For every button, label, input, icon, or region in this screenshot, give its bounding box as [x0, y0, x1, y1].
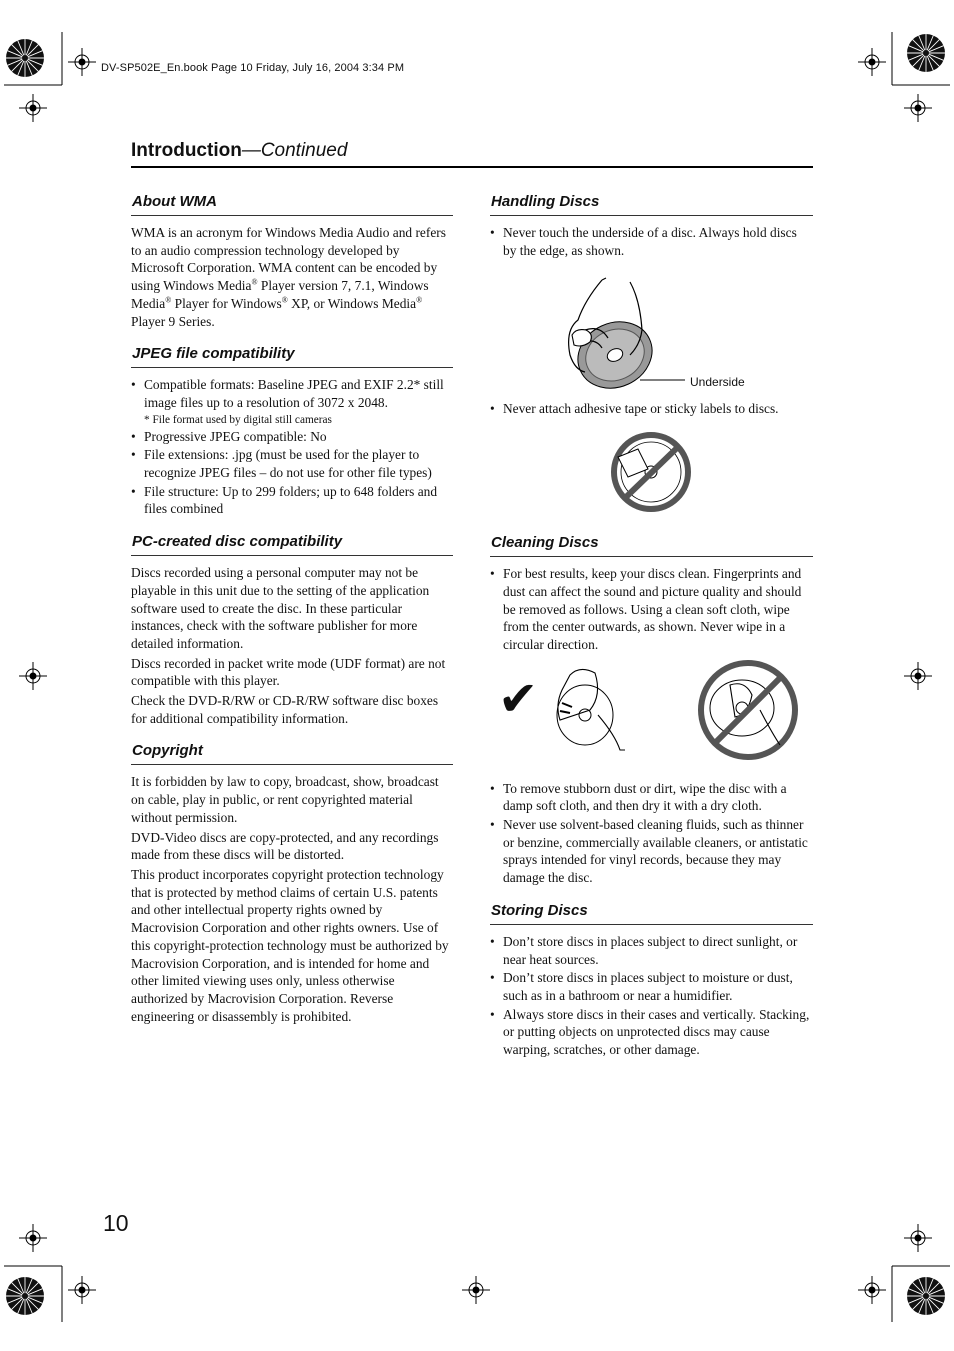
wma-text-1: WMA is an acronym for Windows Media Audio and refers to an audio compression technology developed by Microsoft Corporation. WMA content can be encoded by using Windows Media [131, 225, 446, 294]
pc-paragraph-2: Discs recorded in packet write mode (UDF format) are not compatible with this player. [131, 655, 446, 689]
no-tape-figure [490, 419, 813, 519]
hand-holding-disc-figure [490, 260, 813, 400]
copyright-paragraph-1: It is forbidden by law to copy, broadcast, show, broadcast on cable, play in public, or rent copyrighted material without permission. [131, 774, 439, 825]
reg-mark: ® [281, 295, 288, 305]
wma-text-2: Player version 7, 7.1, Windows Media [131, 278, 429, 311]
storing-list [490, 933, 813, 1059]
reg-mark: ® [251, 277, 258, 287]
section-pc-created [131, 532, 453, 727]
header-title: Introduction [131, 140, 242, 161]
page-number: 10 [103, 1210, 129, 1236]
section-handling [490, 192, 813, 519]
section-cleaning [490, 533, 813, 887]
header-rule [131, 166, 813, 168]
cleaning-list [490, 565, 813, 654]
no-label-disc-icon [490, 419, 813, 519]
copyright-paragraph-3: This product incorporates copyright protection technology that is protected by method claims of certain U.S. patents and other intellectual property rights owned by Macrovision Corporation and other rights owners. Use of this copyright-protection technology must be authorized by Macrovision Corporation, and is intended for home and other limited viewing uses only, unless otherwise authorized by Macrovision Corporation. Reverse engineering or disassembly is prohibited. [131, 866, 449, 1024]
reg-mark: ® [416, 295, 423, 305]
heading-handling: Handling Discs [490, 192, 813, 216]
section-storing [490, 901, 813, 1059]
list-item: • Don’t store discs in places subject to moisture or dust, such as in a bathroom or near a humidifier. [490, 969, 813, 1004]
heading-cleaning: Cleaning Discs [490, 533, 813, 557]
heading-about-wma: About WMA [131, 192, 453, 216]
book-slug: DV-SP502E_En.book Page 10 Friday, July 16, 2004 3:34 PM [101, 62, 405, 74]
underside-caption: Underside [690, 375, 745, 390]
hand-holding-disc-illustration [490, 260, 813, 400]
pc-paragraph-1: Discs recorded using a personal computer may not be playable in this unit due to the setting of the application software used to create the disc. In these particular instances, check with the software publisher for more detailed information. [131, 565, 430, 651]
list-item: • Progressive JPEG compatible: No [131, 428, 453, 446]
jpeg-footnote: * File format used by digital still cameras [144, 413, 332, 426]
heading-copyright: Copyright [131, 741, 453, 765]
wipe-outward-illustration [490, 655, 813, 780]
right-column [490, 192, 813, 1073]
list-item: • Don’t store discs in places subject to direct sunlight, or near heat sources. [490, 933, 813, 968]
reg-mark: ® [165, 295, 172, 305]
section-about-wma [131, 192, 453, 330]
checkmark-icon: ✔ [498, 670, 539, 727]
list-item: • To remove stubborn dust or dirt, wipe the disc with a damp soft cloth, and then dry it with a dry cloth. [490, 780, 813, 815]
handling-list-2 [490, 400, 813, 418]
cleaning-figure [490, 655, 813, 780]
wma-text-3: Player for Windows [171, 295, 282, 311]
wma-text-4: XP, or Windows Media [287, 295, 417, 311]
wma-paragraph [131, 224, 453, 330]
page-header [131, 140, 347, 162]
wma-text-5: Player 9 Series. [131, 313, 215, 329]
section-copyright [131, 741, 453, 1025]
list-item: • Never use solvent-based cleaning fluids, such as thinner or benzine, commercially available cleaners, or antistatic sprays intended for vinyl records, because they may damage the disc. [490, 816, 813, 887]
heading-storing: Storing Discs [490, 901, 813, 925]
section-jpeg [131, 344, 453, 518]
pc-paragraph-3: Check the DVD-R/RW or CD-R/RW software disc boxes for additional compatibility information. [131, 693, 439, 726]
jpeg-list [131, 376, 453, 518]
copyright-paragraph-2: DVD-Video discs are copy-protected, and any recordings made from these discs will be distorted. [131, 829, 439, 863]
list-item: • File structure: Up to 299 folders; up to 648 folders and files combined [131, 483, 453, 518]
heading-jpeg: JPEG file compatibility [131, 344, 453, 368]
handling-list [490, 224, 813, 259]
list-item: • Compatible formats: Baseline JPEG and EXIF 2.2* still image files up to a resolution of 3072 x 2048. [131, 376, 453, 411]
list-item: • For best results, keep your discs clean. Fingerprints and dust can affect the sound and picture quality and should be removed as follows. Using a clean soft cloth, wipe from the center outwards, as shown. Never wipe in a circular direction. [490, 565, 813, 654]
left-column [131, 192, 453, 1039]
list-item: • Always store discs in their cases and vertically. Stacking, or putting objects on unprotected discs may cause warping, scratches, or other damage. [490, 1006, 813, 1059]
list-item: • Never touch the underside of a disc. Always hold discs by the edge, as shown. [490, 224, 813, 259]
heading-pc-created: PC-created disc compatibility [131, 532, 453, 556]
list-item: • File extensions: .jpg (must be used for the player to recognize JPEG files – do not use for other file types) [131, 446, 453, 481]
list-item: • Never attach adhesive tape or sticky labels to discs. [490, 400, 813, 418]
cleaning-list-2 [490, 780, 813, 887]
header-continued: —Continued [241, 140, 348, 161]
